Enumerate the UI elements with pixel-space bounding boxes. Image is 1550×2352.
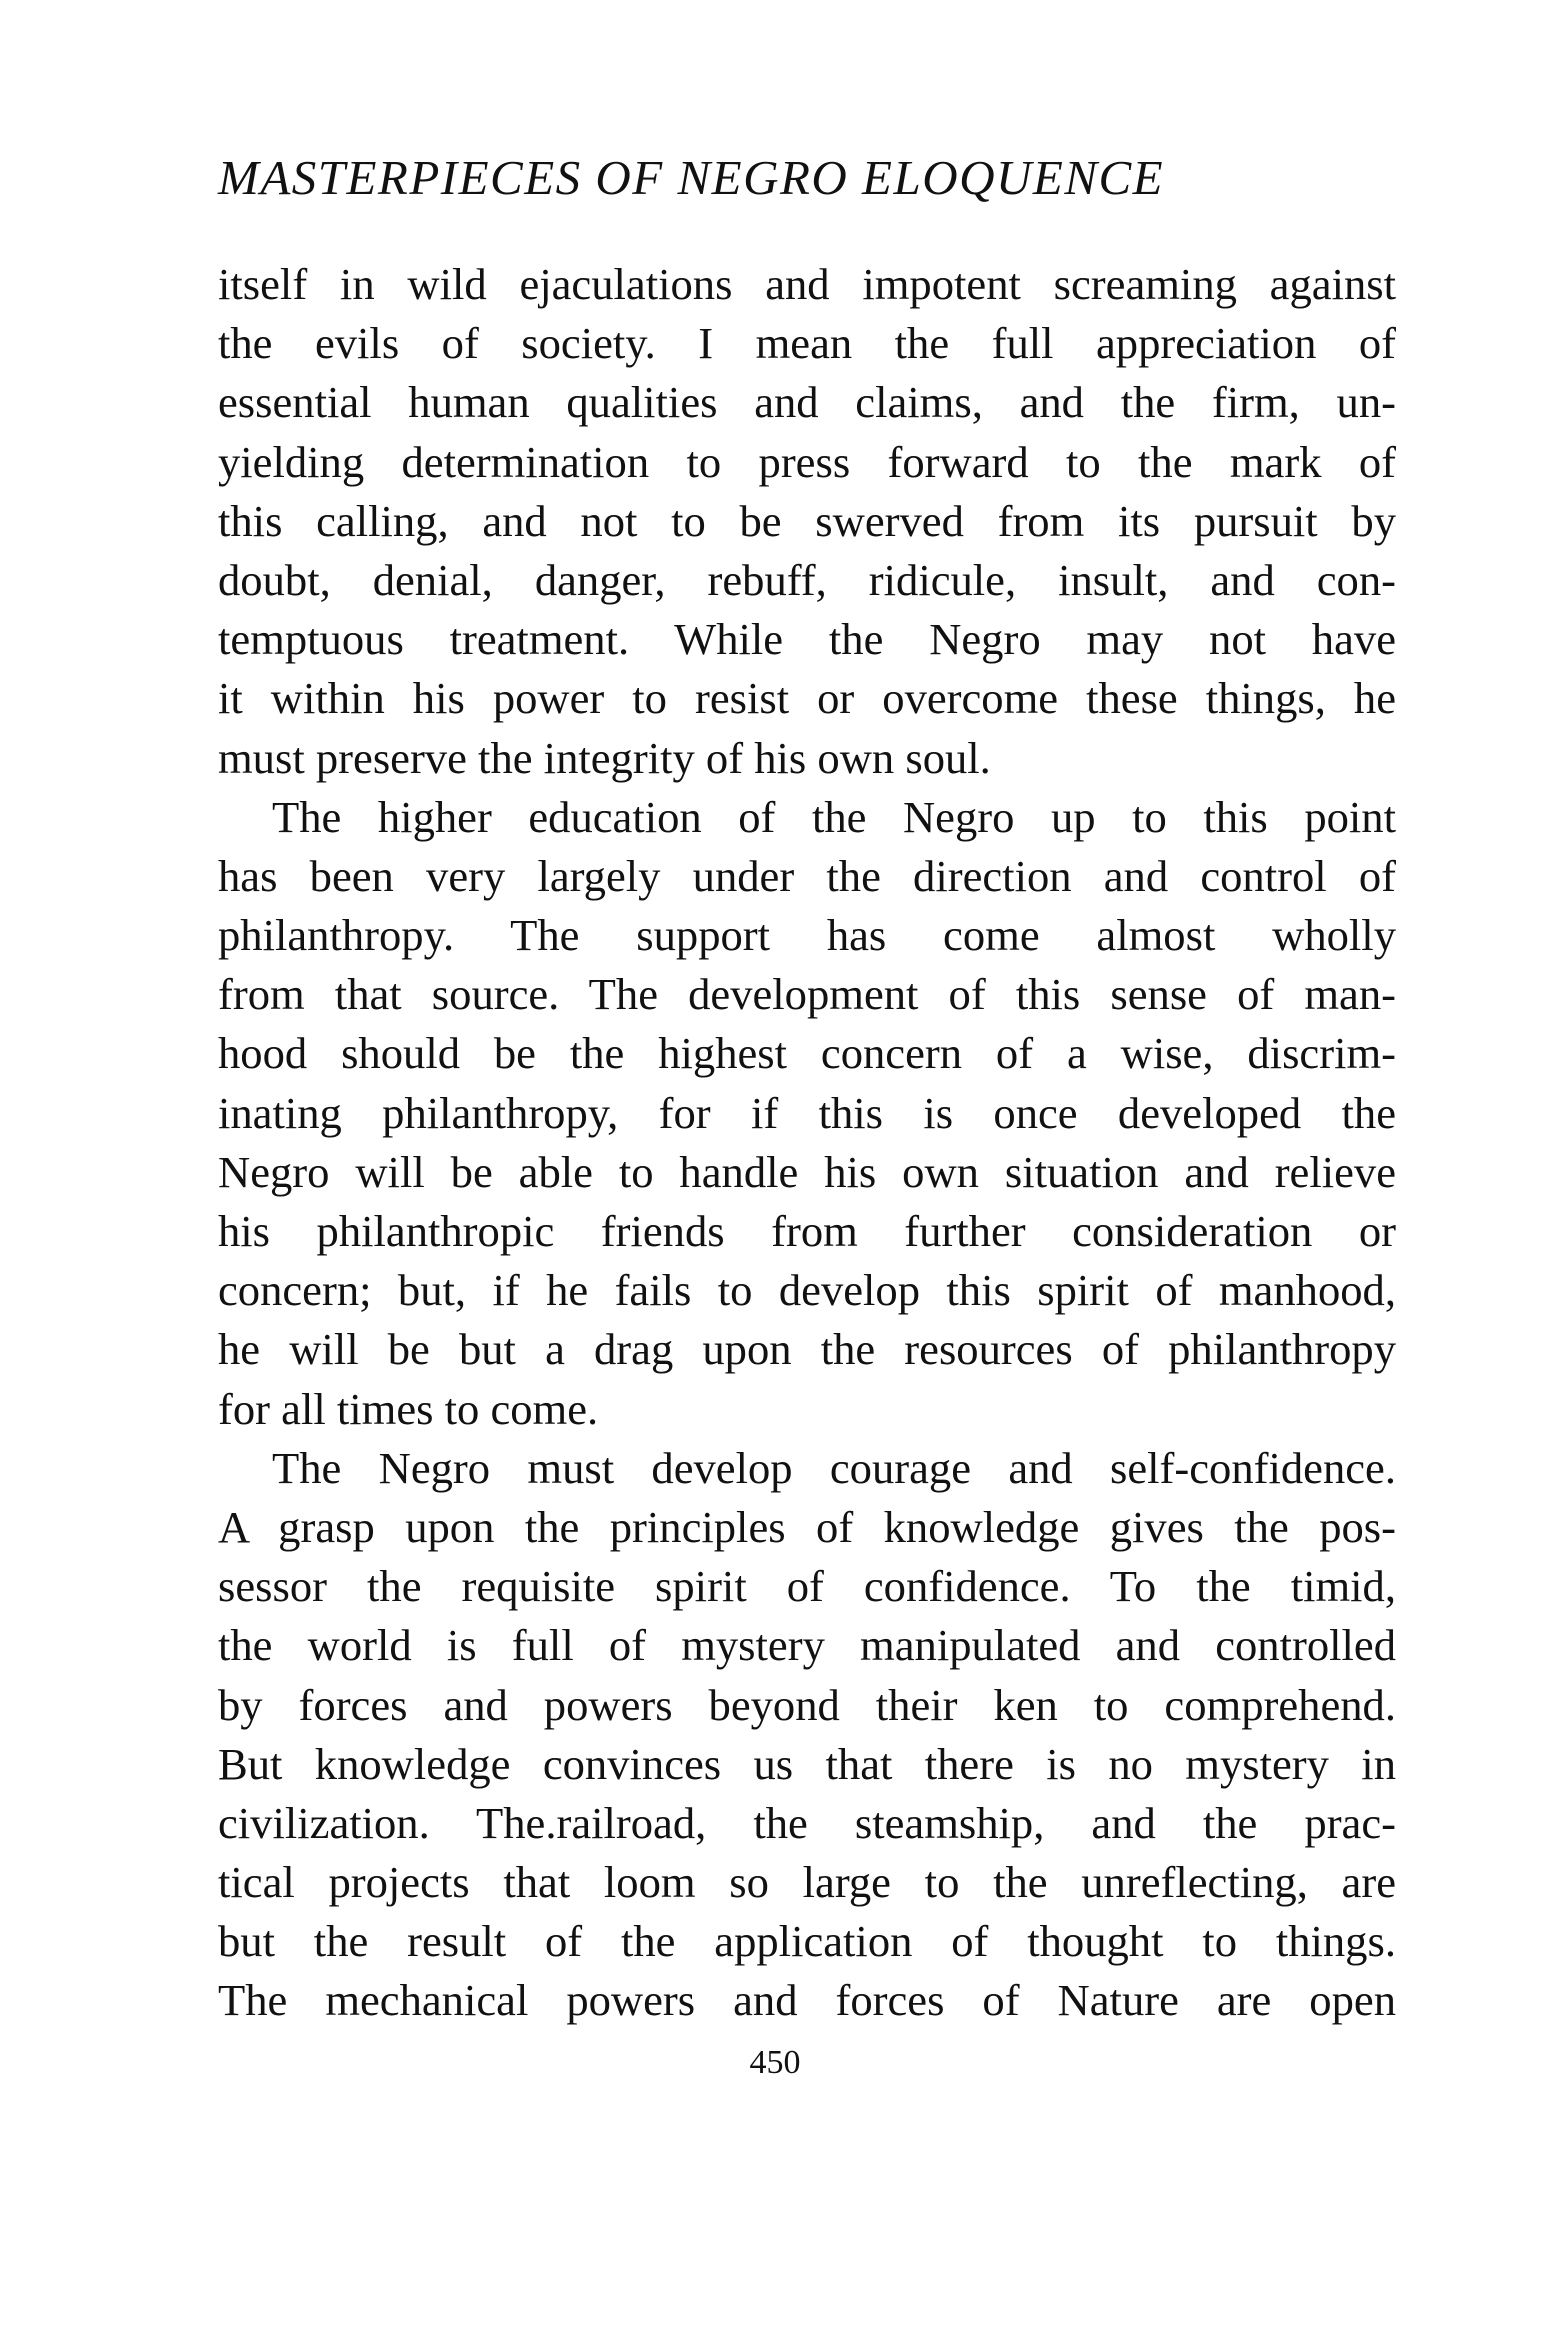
- text-line: The Negro must develop courage and self-confidence.: [272, 1442, 1396, 1493]
- text-line: by forces and powers beyond their ken to comprehend.: [218, 1679, 1396, 1730]
- text-line: hood should be the highest concern of a wise, discrim-: [218, 1028, 1396, 1079]
- text-line: But knowledge convinces us that there is no mystery in: [218, 1738, 1396, 1789]
- page-number: 450: [749, 2044, 801, 2081]
- text-line: essential human qualities and claims, and the firm, un-: [218, 377, 1396, 428]
- text-line: his philanthropic friends from further consideration or: [218, 1206, 1396, 1256]
- running-title: MASTERPIECES OF NEGRO ELOQUENCE: [218, 150, 1165, 205]
- text-line: he will be but a drag upon the resources of philanthropy: [218, 1324, 1396, 1375]
- text-line: The mechanical powers and forces of Nature are open: [218, 1975, 1396, 2026]
- text-line: the world is full of mystery manipulated and controlled: [218, 1620, 1396, 1671]
- paragraph-3: [218, 1439, 1396, 2031]
- text-line: for all times to come.: [218, 1383, 599, 1434]
- text-line: The higher education of the Negro up to this point: [272, 791, 1396, 842]
- paragraph-2: [218, 788, 1396, 1439]
- text-line: from that source. The development of this sense of man-: [218, 969, 1396, 1020]
- text-line: but the result of the application of thought to things.: [218, 1916, 1396, 1967]
- text-line: temptuous treatment. While the Negro may not have: [218, 614, 1396, 665]
- text-line: this calling, and not to be swerved from its pursuit by: [218, 495, 1396, 546]
- body-text: [218, 255, 1396, 2031]
- text-line: inating philanthropy, for if this is once developed the: [218, 1087, 1396, 1138]
- text-line: yielding determination to press forward to the mark of: [218, 436, 1396, 487]
- text-line: itself in wild ejaculations and impotent screaming against: [218, 259, 1396, 309]
- paragraph-1: [218, 255, 1396, 788]
- text-line: tical projects that loom so large to the unreflecting, are: [218, 1857, 1396, 1908]
- text-line: Negro will be able to handle his own situation and relieve: [218, 1146, 1396, 1197]
- text-line: has been very largely under the direction and control of: [218, 850, 1396, 901]
- text-line: sessor the requisite spirit of confidence. To the timid,: [218, 1561, 1396, 1612]
- text-line: philanthropy. The support has come almost wholly: [218, 910, 1396, 961]
- text-line: must preserve the integrity of his own soul.: [218, 732, 991, 783]
- text-line: the evils of society. I mean the full appreciation of: [218, 318, 1396, 369]
- text-line: doubt, denial, danger, rebuff, ridicule, insult, and con-: [218, 554, 1396, 605]
- text-line: A grasp upon the principles of knowledge gives the pos-: [218, 1501, 1396, 1552]
- text-line: civilization. The.railroad, the steamship, and the prac-: [218, 1797, 1396, 1848]
- text-line: concern; but, if he fails to develop this spirit of manhood,: [218, 1265, 1396, 1316]
- text-line: it within his power to resist or overcome these things, he: [218, 673, 1396, 724]
